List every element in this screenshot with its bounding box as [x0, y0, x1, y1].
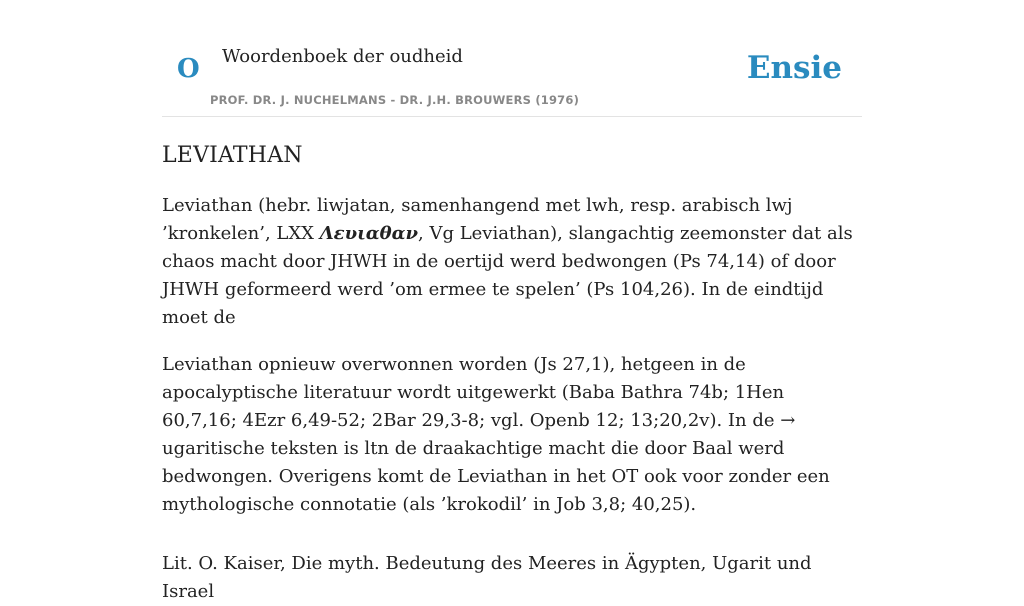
- page: [162, 0, 862, 606]
- book-authors: PROF. DR. J. NUCHELMANS - DR. J.H. BROUWERS (1976): [210, 93, 580, 107]
- ensie-logo-link[interactable]: Ensie: [746, 50, 842, 86]
- paragraph-1-text-b: , Vg Leviathan), slangachtig zeemonster dat als chaos macht door JHWH in de oertijd werd bedwongen (Ps 74,14) of door JHWH geformeerd werd ’om ermee te spelen’ (Ps 104,26). In de eindtijd moet de: [162, 223, 853, 328]
- book-title-link[interactable]: Woordenboek der oudheid: [222, 46, 463, 67]
- ugaritische-crossref-link[interactable]: → ugaritische: [162, 410, 796, 459]
- literature-paragraph: Lit. O. Kaiser, Die myth. Bedeutung des Meeres in Ägypten, Ugarit und Israel: [162, 553, 812, 602]
- entry-paragraph-2: [162, 351, 862, 519]
- entry-paragraph-1: [162, 192, 862, 332]
- paragraph-1-text-a: Leviathan (hebr. liwjatan, samenhangend met lwh, resp. arabisch lwj ’kronkelen’, LXX: [162, 195, 793, 244]
- book-header: [162, 0, 862, 117]
- paragraph-2-text-a: Leviathan opnieuw overwonnen worden (Js 27,1), hetgeen in de apocalyptische literatuur wordt uitgewerkt (Baba Bathra 74b; 1Hen 60,7,16; 4Ezr 6,49-52; 2Bar 29,3-8; vgl. Openb 12; 13;20,2v). In de: [162, 354, 785, 431]
- letter-index-link[interactable]: O: [177, 54, 200, 84]
- greek-term: Λευιαθαν: [319, 223, 419, 244]
- paragraph-2-text-b: teksten is ltn de draakachtige macht die door Baal werd bedwongen. Overigens komt de Leviathan in het OT ook voor zonder een mythologische connotatie (als ’krokodil’ in Job 3,8; 40,25).: [162, 438, 830, 515]
- entry-title: LEVIATHAN: [162, 143, 303, 168]
